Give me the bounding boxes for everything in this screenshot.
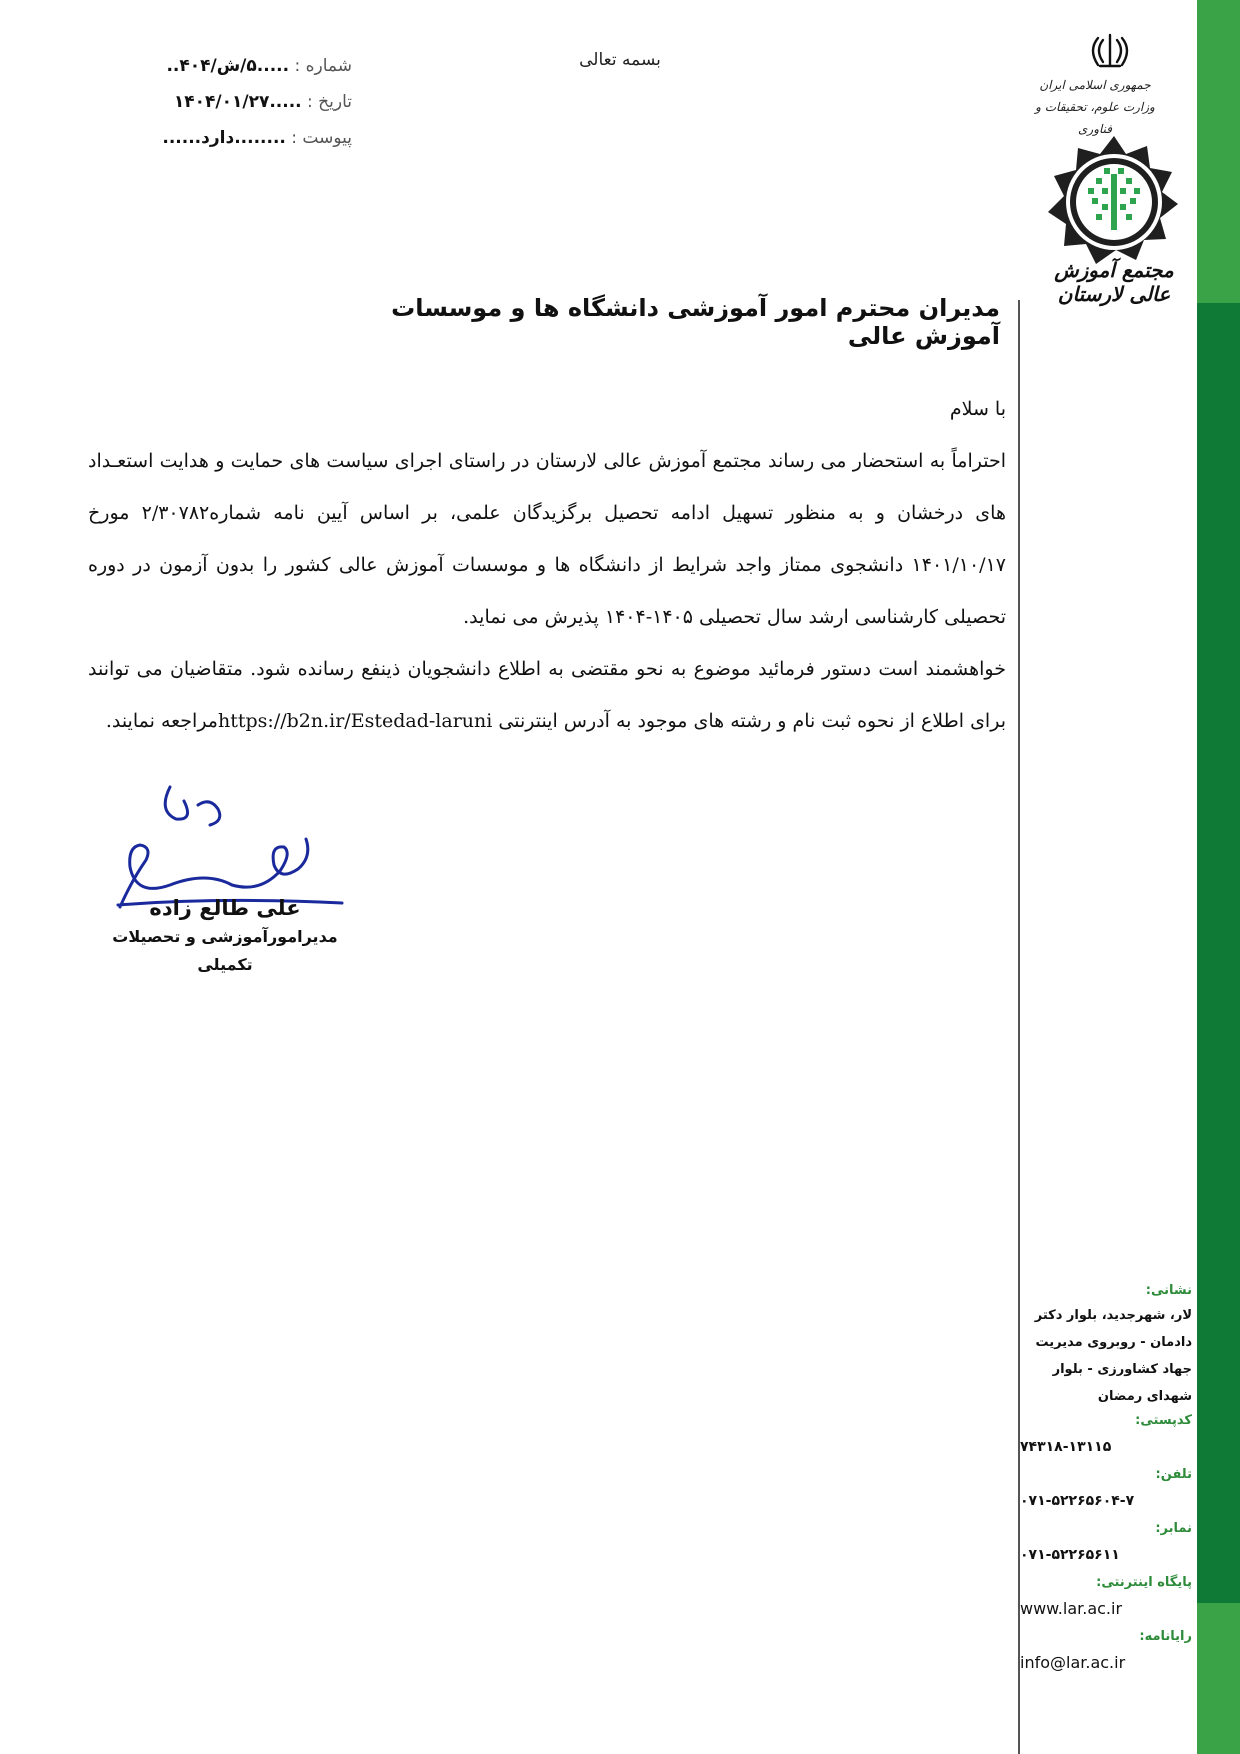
signer-block bbox=[90, 893, 360, 979]
letter-number: شماره : .....۵/ش/۴۰۴.. bbox=[166, 56, 352, 76]
signer-name: علی طالع زاده bbox=[149, 896, 301, 920]
letter-attachment: پیوست : ........دارد...... bbox=[162, 128, 352, 148]
paragraph-request: خواهشمند است دستور فرمائید موضوع به نحو مقتضی به اطلاع دانشجویان ذینفع رسانده شود. متقاضیان می توانند برای اطلاع از نحوه ثبت نام و رشته های موجود به آدرس اینترنتی https://b2n.ir/Estedad-laruniمراجعه نمایند. bbox=[88, 658, 1006, 732]
website-link[interactable]: www.lar.ac.ir bbox=[1020, 1599, 1123, 1618]
contact-info: نشانی: لار، شهرجدید، بلوار دکتر دادمان - روبروی مدیریت جهاد کشاورزی - بلوار شهدای رمضان کدپستی: ۷۴۳۱۸-۱۳۱۱۵ تلفن: ۰۷۱-۵۲۲۶۵۶۰۴-۷ نمابر: ۰۷۱-۵۲۲۶۵۶۱۱ پایگاه اینترنتی: www.lar.ac.ir رایانامه: info@lar.ac.ir bbox=[1020, 1280, 1192, 1680]
greeting: با سلام bbox=[949, 398, 1006, 420]
university-logo-text: مجتمع آموزش عالی لارستان bbox=[1054, 258, 1174, 306]
registration-link[interactable]: https://b2n.ir/Estedad-laruni bbox=[218, 710, 493, 732]
letter-body bbox=[88, 383, 1006, 747]
page-side-bar bbox=[1197, 0, 1240, 1754]
fax-number: ۰۷۱-۵۲۲۶۵۶۱۱ bbox=[1020, 1547, 1120, 1563]
side-bar-dark-band bbox=[1197, 303, 1240, 1603]
paragraph-main: احتراماً به استحضار می رساند مجتمع آموزش عالی لارستان در راستای اجرای سیاست های حمایت و هدایت استعـداد های درخشان و به منظور تسهیل ادامه تحصیل برگزیدگان علمی، بر اساس آیین نامه شماره۲/۳۰۷۸۲ مورخ ۱۴۰۱/۱۰/۱۷ دانشجوی ممتاز واجد شرایط از دانشگاه ها و موسسات آموزش عالی کشور را بدون آزمون در دوره تحصیلی کارشناسی ارشد سال تحصیلی ۱۴۰۵-۱۴۰۴ پذیرش می نماید. bbox=[88, 450, 1006, 628]
address-text: لار، شهرجدید، بلوار دکتر دادمان - روبروی مدیریت جهاد کشاورزی - بلوار شهدای رمضان bbox=[1034, 1308, 1192, 1404]
email-link[interactable]: info@lar.ac.ir bbox=[1020, 1653, 1126, 1672]
bismillah: بسمه تعالی bbox=[579, 50, 661, 70]
signer-title: مدیرامورآموزشی و تحصیلات تکمیلی bbox=[112, 927, 338, 974]
university-logo-icon bbox=[1046, 134, 1182, 270]
recipient-heading: مدیران محترم امور آموزشی دانشگاه ها و موسسات آموزش عالی bbox=[391, 294, 1000, 350]
letter-date: تاریخ : .....۱۴۰۴/۰۱/۲۷ bbox=[173, 92, 352, 112]
phone-number: ۰۷۱-۵۲۲۶۵۶۰۴-۷ bbox=[1020, 1493, 1135, 1509]
letter-meta bbox=[52, 52, 352, 160]
ministry-name: جمهوری اسلامی ایران وزارت علوم، تحقیقات و فناوری bbox=[1035, 78, 1155, 136]
postal-code: ۷۴۳۱۸-۱۳۱۱۵ bbox=[1020, 1439, 1112, 1455]
iran-emblem-icon bbox=[1085, 32, 1135, 70]
